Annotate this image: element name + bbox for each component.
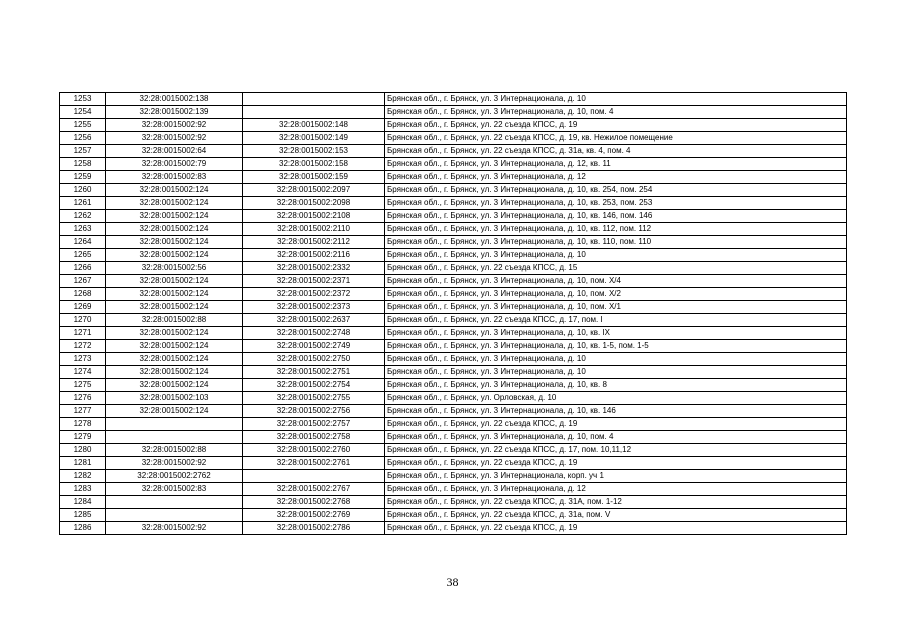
parcel-number-cell: 32:28:0015002:124 xyxy=(106,379,243,392)
address-cell: Брянская обл., г. Брянск, ул. 22 съезда КПСС, д. 19 xyxy=(385,119,847,132)
address-cell: Брянская обл., г. Брянск, ул. 22 съезда КПСС, д. 19, кв. Нежилое помещение xyxy=(385,132,847,145)
address-cell: Брянская обл., г. Брянск, ул. 3 Интернационала, д. 10, кв. 110, пом. 110 xyxy=(385,236,847,249)
table-row xyxy=(60,496,847,509)
address-cell: Брянская обл., г. Брянск, ул. 3 Интернационала, д. 10, пом. X/2 xyxy=(385,288,847,301)
row-number-cell: 1267 xyxy=(60,275,106,288)
address-cell: Брянская обл., г. Брянск, ул. 22 съезда КПСС, д. 31А, пом. 1-12 xyxy=(385,496,847,509)
row-number-cell: 1253 xyxy=(60,93,106,106)
parcel-number-cell: 32:28:0015002:124 xyxy=(106,249,243,262)
parcel-number-cell: 32:28:0015002:124 xyxy=(106,340,243,353)
object-number-cell: 32:28:0015002:2754 xyxy=(243,379,385,392)
address-cell: Брянская обл., г. Брянск, ул. 22 съезда КПСС, д. 19 xyxy=(385,418,847,431)
row-number-cell: 1282 xyxy=(60,470,106,483)
row-number-cell: 1281 xyxy=(60,457,106,470)
row-number-cell: 1285 xyxy=(60,509,106,522)
row-number-cell: 1286 xyxy=(60,522,106,535)
table-row xyxy=(60,470,847,483)
address-cell: Брянская обл., г. Брянск, ул. 22 съезда КПСС, д. 15 xyxy=(385,262,847,275)
cadastral-table xyxy=(59,92,847,535)
parcel-number-cell: 32:28:0015002:92 xyxy=(106,119,243,132)
row-number-cell: 1280 xyxy=(60,444,106,457)
table-row xyxy=(60,327,847,340)
object-number-cell xyxy=(243,106,385,119)
address-cell: Брянская обл., г. Брянск, ул. 3 Интернационала, д. 10, пом. X/4 xyxy=(385,275,847,288)
parcel-number-cell: 32:28:0015002:124 xyxy=(106,236,243,249)
parcel-number-cell: 32:28:0015002:124 xyxy=(106,353,243,366)
object-number-cell: 32:28:0015002:2373 xyxy=(243,301,385,314)
table-row xyxy=(60,288,847,301)
object-number-cell: 32:28:0015002:2769 xyxy=(243,509,385,522)
table-row xyxy=(60,405,847,418)
parcel-number-cell: 32:28:0015002:124 xyxy=(106,275,243,288)
parcel-number-cell: 32:28:0015002:83 xyxy=(106,171,243,184)
address-cell: Брянская обл., г. Брянск, ул. 3 Интернационала, д. 10, пом. X/1 xyxy=(385,301,847,314)
row-number-cell: 1257 xyxy=(60,145,106,158)
object-number-cell: 32:28:0015002:2760 xyxy=(243,444,385,457)
row-number-cell: 1275 xyxy=(60,379,106,392)
object-number-cell: 32:28:0015002:2108 xyxy=(243,210,385,223)
table-row xyxy=(60,522,847,535)
row-number-cell: 1276 xyxy=(60,392,106,405)
object-number-cell: 32:28:0015002:2750 xyxy=(243,353,385,366)
parcel-number-cell: 32:28:0015002:124 xyxy=(106,405,243,418)
parcel-number-cell: 32:28:0015002:64 xyxy=(106,145,243,158)
parcel-number-cell: 32:28:0015002:124 xyxy=(106,197,243,210)
table-row xyxy=(60,483,847,496)
page-number: 38 xyxy=(446,575,459,589)
object-number-cell: 32:28:0015002:2371 xyxy=(243,275,385,288)
object-number-cell: 32:28:0015002:153 xyxy=(243,145,385,158)
row-number-cell: 1259 xyxy=(60,171,106,184)
table-row xyxy=(60,223,847,236)
row-number-cell: 1272 xyxy=(60,340,106,353)
row-number-cell: 1258 xyxy=(60,158,106,171)
parcel-number-cell: 32:28:0015002:79 xyxy=(106,158,243,171)
address-cell: Брянская обл., г. Брянск, ул. 3 Интернационала, д. 10, кв. IX xyxy=(385,327,847,340)
table-row xyxy=(60,431,847,444)
table-row xyxy=(60,184,847,197)
object-number-cell: 32:28:0015002:2098 xyxy=(243,197,385,210)
table-row xyxy=(60,509,847,522)
address-cell: Брянская обл., г. Брянск, ул. 3 Интернационала, д. 10, кв. 254, пом. 254 xyxy=(385,184,847,197)
table-row xyxy=(60,119,847,132)
row-number-cell: 1265 xyxy=(60,249,106,262)
cadastral-table-body xyxy=(60,93,847,535)
parcel-number-cell: 32:28:0015002:88 xyxy=(106,314,243,327)
object-number-cell: 32:28:0015002:2748 xyxy=(243,327,385,340)
row-number-cell: 1271 xyxy=(60,327,106,340)
table-row xyxy=(60,132,847,145)
address-cell: Брянская обл., г. Брянск, ул. 3 Интернационала, д. 10, кв. 112, пом. 112 xyxy=(385,223,847,236)
address-cell: Брянская обл., г. Брянск, ул. 3 Интернационала, д. 10 xyxy=(385,249,847,262)
object-number-cell: 32:28:0015002:2751 xyxy=(243,366,385,379)
object-number-cell: 32:28:0015002:159 xyxy=(243,171,385,184)
object-number-cell: 32:28:0015002:2786 xyxy=(243,522,385,535)
parcel-number-cell: 32:28:0015002:138 xyxy=(106,93,243,106)
address-cell: Брянская обл., г. Брянск, ул. 3 Интернационала, д. 12 xyxy=(385,171,847,184)
table-row xyxy=(60,171,847,184)
table-row xyxy=(60,457,847,470)
parcel-number-cell: 32:28:0015002:124 xyxy=(106,288,243,301)
object-number-cell: 32:28:0015002:2110 xyxy=(243,223,385,236)
table-row xyxy=(60,418,847,431)
address-cell: Брянская обл., г. Брянск, ул. Орловская, д. 10 xyxy=(385,392,847,405)
row-number-cell: 1266 xyxy=(60,262,106,275)
row-number-cell: 1260 xyxy=(60,184,106,197)
table-row xyxy=(60,444,847,457)
object-number-cell: 32:28:0015002:2758 xyxy=(243,431,385,444)
address-cell: Брянская обл., г. Брянск, ул. 3 Интернационала, д. 10, кв. 253, пом. 253 xyxy=(385,197,847,210)
row-number-cell: 1263 xyxy=(60,223,106,236)
parcel-number-cell: 32:28:0015002:124 xyxy=(106,366,243,379)
row-number-cell: 1284 xyxy=(60,496,106,509)
address-cell: Брянская обл., г. Брянск, ул. 3 Интернационала, корп. уч 1 xyxy=(385,470,847,483)
object-number-cell: 32:28:0015002:2767 xyxy=(243,483,385,496)
object-number-cell: 32:28:0015002:2757 xyxy=(243,418,385,431)
row-number-cell: 1270 xyxy=(60,314,106,327)
table-row xyxy=(60,366,847,379)
object-number-cell: 32:28:0015002:2112 xyxy=(243,236,385,249)
address-cell: Брянская обл., г. Брянск, ул. 22 съезда КПСС, д. 19 xyxy=(385,522,847,535)
table-row xyxy=(60,301,847,314)
address-cell: Брянская обл., г. Брянск, ул. 3 Интернационала, д. 10 xyxy=(385,366,847,379)
parcel-number-cell: 32:28:0015002:92 xyxy=(106,522,243,535)
row-number-cell: 1261 xyxy=(60,197,106,210)
row-number-cell: 1262 xyxy=(60,210,106,223)
row-number-cell: 1269 xyxy=(60,301,106,314)
row-number-cell: 1268 xyxy=(60,288,106,301)
object-number-cell: 32:28:0015002:2768 xyxy=(243,496,385,509)
table-row xyxy=(60,314,847,327)
parcel-number-cell: 32:28:0015002:56 xyxy=(106,262,243,275)
address-cell: Брянская обл., г. Брянск, ул. 22 съезда КПСС, д. 17, пом. 10,11,12 xyxy=(385,444,847,457)
row-number-cell: 1254 xyxy=(60,106,106,119)
row-number-cell: 1274 xyxy=(60,366,106,379)
parcel-number-cell xyxy=(106,431,243,444)
address-cell: Брянская обл., г. Брянск, ул. 22 съезда КПСС, д. 31а, пом. V xyxy=(385,509,847,522)
table-row xyxy=(60,353,847,366)
object-number-cell: 32:28:0015002:2756 xyxy=(243,405,385,418)
parcel-number-cell: 32:28:0015002:124 xyxy=(106,327,243,340)
address-cell: Брянская обл., г. Брянск, ул. 22 съезда КПСС, д. 17, пом. I xyxy=(385,314,847,327)
row-number-cell: 1278 xyxy=(60,418,106,431)
address-cell: Брянская обл., г. Брянск, ул. 3 Интернационала, д. 10, кв. 146, пом. 146 xyxy=(385,210,847,223)
table-row xyxy=(60,392,847,405)
address-cell: Брянская обл., г. Брянск, ул. 3 Интернационала, д. 12 xyxy=(385,483,847,496)
row-number-cell: 1256 xyxy=(60,132,106,145)
parcel-number-cell xyxy=(106,496,243,509)
address-cell: Брянская обл., г. Брянск, ул. 3 Интернационала, д. 10 xyxy=(385,353,847,366)
address-cell: Брянская обл., г. Брянск, ул. 3 Интернационала, д. 10, кв. 1-5, пом. 1-5 xyxy=(385,340,847,353)
parcel-number-cell: 32:28:0015002:83 xyxy=(106,483,243,496)
parcel-number-cell: 32:28:0015002:124 xyxy=(106,301,243,314)
address-cell: Брянская обл., г. Брянск, ул. 3 Интернационала, д. 10, кв. 8 xyxy=(385,379,847,392)
address-cell: Брянская обл., г. Брянск, ул. 3 Интернационала, д. 10, пом. 4 xyxy=(385,431,847,444)
table-row xyxy=(60,93,847,106)
parcel-number-cell: 32:28:0015002:2762 xyxy=(106,470,243,483)
table-row xyxy=(60,236,847,249)
address-cell: Брянская обл., г. Брянск, ул. 3 Интернационала, д. 10 xyxy=(385,93,847,106)
object-number-cell xyxy=(243,470,385,483)
object-number-cell: 32:28:0015002:2761 xyxy=(243,457,385,470)
parcel-number-cell: 32:28:0015002:124 xyxy=(106,223,243,236)
address-cell: Брянская обл., г. Брянск, ул. 3 Интернационала, д. 12, кв. 11 xyxy=(385,158,847,171)
row-number-cell: 1255 xyxy=(60,119,106,132)
address-cell: Брянская обл., г. Брянск, ул. 22 съезда КПСС, д. 19 xyxy=(385,457,847,470)
row-number-cell: 1264 xyxy=(60,236,106,249)
object-number-cell: 32:28:0015002:2372 xyxy=(243,288,385,301)
object-number-cell xyxy=(243,93,385,106)
table-row xyxy=(60,340,847,353)
object-number-cell: 32:28:0015002:2749 xyxy=(243,340,385,353)
parcel-number-cell: 32:28:0015002:124 xyxy=(106,210,243,223)
parcel-number-cell xyxy=(106,509,243,522)
table-row xyxy=(60,249,847,262)
parcel-number-cell: 32:28:0015002:92 xyxy=(106,457,243,470)
table-row xyxy=(60,106,847,119)
row-number-cell: 1273 xyxy=(60,353,106,366)
row-number-cell: 1277 xyxy=(60,405,106,418)
address-cell: Брянская обл., г. Брянск, ул. 22 съезда КПСС, д. 31а, кв. 4, пом. 4 xyxy=(385,145,847,158)
table-row xyxy=(60,210,847,223)
object-number-cell: 32:28:0015002:149 xyxy=(243,132,385,145)
row-number-cell: 1283 xyxy=(60,483,106,496)
object-number-cell: 32:28:0015002:2097 xyxy=(243,184,385,197)
table-row xyxy=(60,197,847,210)
address-cell: Брянская обл., г. Брянск, ул. 3 Интернационала, д. 10, кв. 146 xyxy=(385,405,847,418)
parcel-number-cell: 32:28:0015002:92 xyxy=(106,132,243,145)
object-number-cell: 32:28:0015002:148 xyxy=(243,119,385,132)
object-number-cell: 32:28:0015002:158 xyxy=(243,158,385,171)
parcel-number-cell: 32:28:0015002:139 xyxy=(106,106,243,119)
object-number-cell: 32:28:0015002:2116 xyxy=(243,249,385,262)
address-cell: Брянская обл., г. Брянск, ул. 3 Интернационала, д. 10, пом. 4 xyxy=(385,106,847,119)
table-row xyxy=(60,275,847,288)
parcel-number-cell: 32:28:0015002:88 xyxy=(106,444,243,457)
table-row xyxy=(60,262,847,275)
object-number-cell: 32:28:0015002:2755 xyxy=(243,392,385,405)
table-row xyxy=(60,379,847,392)
table-row xyxy=(60,145,847,158)
parcel-number-cell xyxy=(106,418,243,431)
parcel-number-cell: 32:28:0015002:103 xyxy=(106,392,243,405)
object-number-cell: 32:28:0015002:2332 xyxy=(243,262,385,275)
row-number-cell: 1279 xyxy=(60,431,106,444)
object-number-cell: 32:28:0015002:2637 xyxy=(243,314,385,327)
table-row xyxy=(60,158,847,171)
parcel-number-cell: 32:28:0015002:124 xyxy=(106,184,243,197)
